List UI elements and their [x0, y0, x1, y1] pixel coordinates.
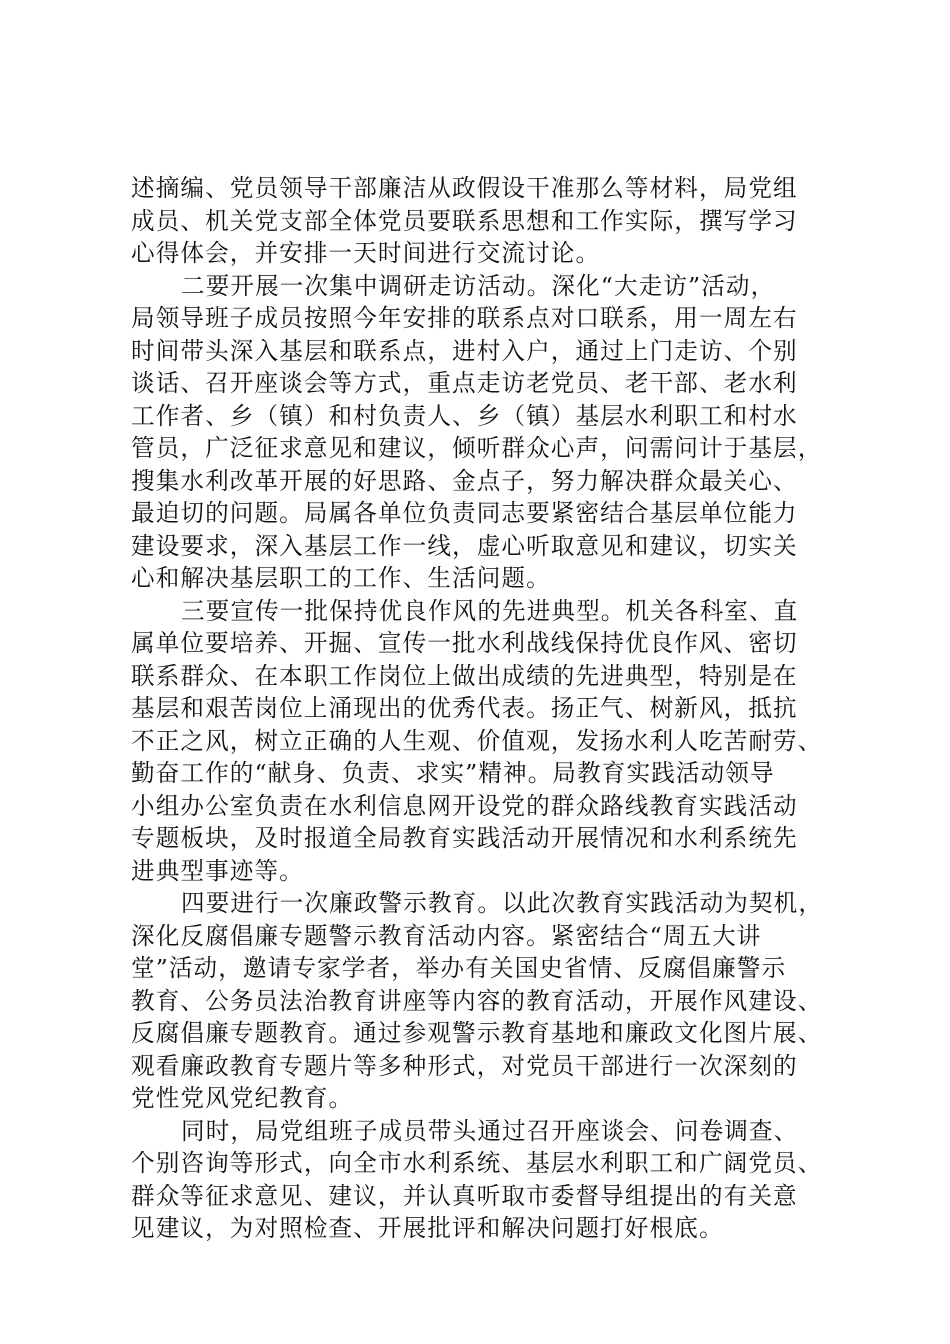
- text-line: 局领导班子成员按照今年安排的联系点对口联系，用一周左右: [131, 304, 798, 332]
- text-line: 最迫切的问题。局属各单位负责同志要紧密结合基层单位能力: [131, 499, 798, 527]
- text-line: 四要进行一次廉政警示教育。以此次教育实践活动为契机，: [181, 889, 824, 917]
- text-line: 见建议，为对照检查、开展批评和解决问题打好根底。: [131, 1214, 724, 1242]
- text-line: 工作者、乡（镇）和村负责人、乡（镇）基层水利职工和村水: [131, 401, 798, 430]
- text-line: 专题板块，及时报道全局教育实践活动开展情况和水利系统先: [131, 824, 798, 852]
- text-line: 三要宣传一批保持优良作风的先进典型。机关各科室、直: [181, 596, 799, 625]
- text-line: 谈话、召开座谈会等方式，重点走访老党员、老干部、老水利: [131, 369, 798, 397]
- text-line: 群众等征求意见、建议，并认真听取市委督导组提出的有关意: [131, 1181, 798, 1210]
- text-line: 深化反腐倡廉专题警示教育活动内容。紧密结合“周五大讲: [131, 921, 762, 950]
- text-line: 基层和艰苦岗位上涌现出的优秀代表。扬正气、树新风，抵抗: [131, 694, 798, 722]
- text-line: 属单位要培养、开掘、宣传一批水利战线保持优良作风、密切: [131, 629, 798, 657]
- text-line: 教育、公务员法治教育讲座等内容的教育活动，开展作风建设、: [131, 986, 823, 1015]
- text-line: 观看廉政教育专题片等多种形式，对党员干部进行一次深刻的: [131, 1051, 798, 1080]
- text-line: 进典型事迹等。: [131, 856, 304, 885]
- text-line: 管员，广泛征求意见和建议，倾听群众心声，问需问计于基层，: [131, 434, 823, 462]
- text-line: 小组办公室负责在水利信息网开设党的群众路线教育实践活动: [131, 791, 798, 820]
- text-line: 党性党风党纪教育。: [131, 1084, 354, 1112]
- text-line: 心得体会，并安排一天时间进行交流讨论。: [131, 239, 601, 267]
- text-line: 建设要求，深入基层工作一线，虚心听取意见和建议，切实关: [131, 531, 798, 560]
- text-line: 个别咨询等形式，向全市水利系统、基层水利职工和广阔党员、: [131, 1149, 823, 1177]
- text-line: 心和解决基层职工的工作、生活问题。: [131, 564, 551, 592]
- text-line: 同时，局党组班子成员带头通过召开座谈会、问卷调查、: [181, 1116, 799, 1145]
- text-line: 搜集水利改革开展的好思路、金点子，努力解决群众最关心、: [131, 466, 798, 495]
- text-line: 成员、机关党支部全体党员要联系思想和工作实际，撰写学习: [131, 206, 798, 235]
- text-line: 勤奋工作的“献身、负责、求实”精神。局教育实践活动领导: [131, 759, 775, 787]
- text-line: 二要开展一次集中调研走访活动。深化“大走访”活动，: [181, 271, 776, 300]
- text-line: 联系群众、在本职工作岗位上做出成绩的先进典型，特别是在: [131, 661, 798, 690]
- text-line: 反腐倡廉专题教育。通过参观警示教育基地和廉政文化图片展、: [131, 1019, 823, 1047]
- text-line: 时间带头深入基层和联系点，进村入户，通过上门走访、个别: [131, 336, 798, 365]
- text-line: 堂”活动，邀请专家学者，举办有关国史省情、反腐倡廉警示: [131, 954, 787, 982]
- document-body: [131, 172, 841, 1245]
- text-line: 述摘编、党员领导干部廉洁从政假设干准那么等材料，局党组: [131, 174, 798, 202]
- text-line: 不正之风，树立正确的人生观、价值观，发扬水利人吃苦耐劳、: [131, 726, 823, 755]
